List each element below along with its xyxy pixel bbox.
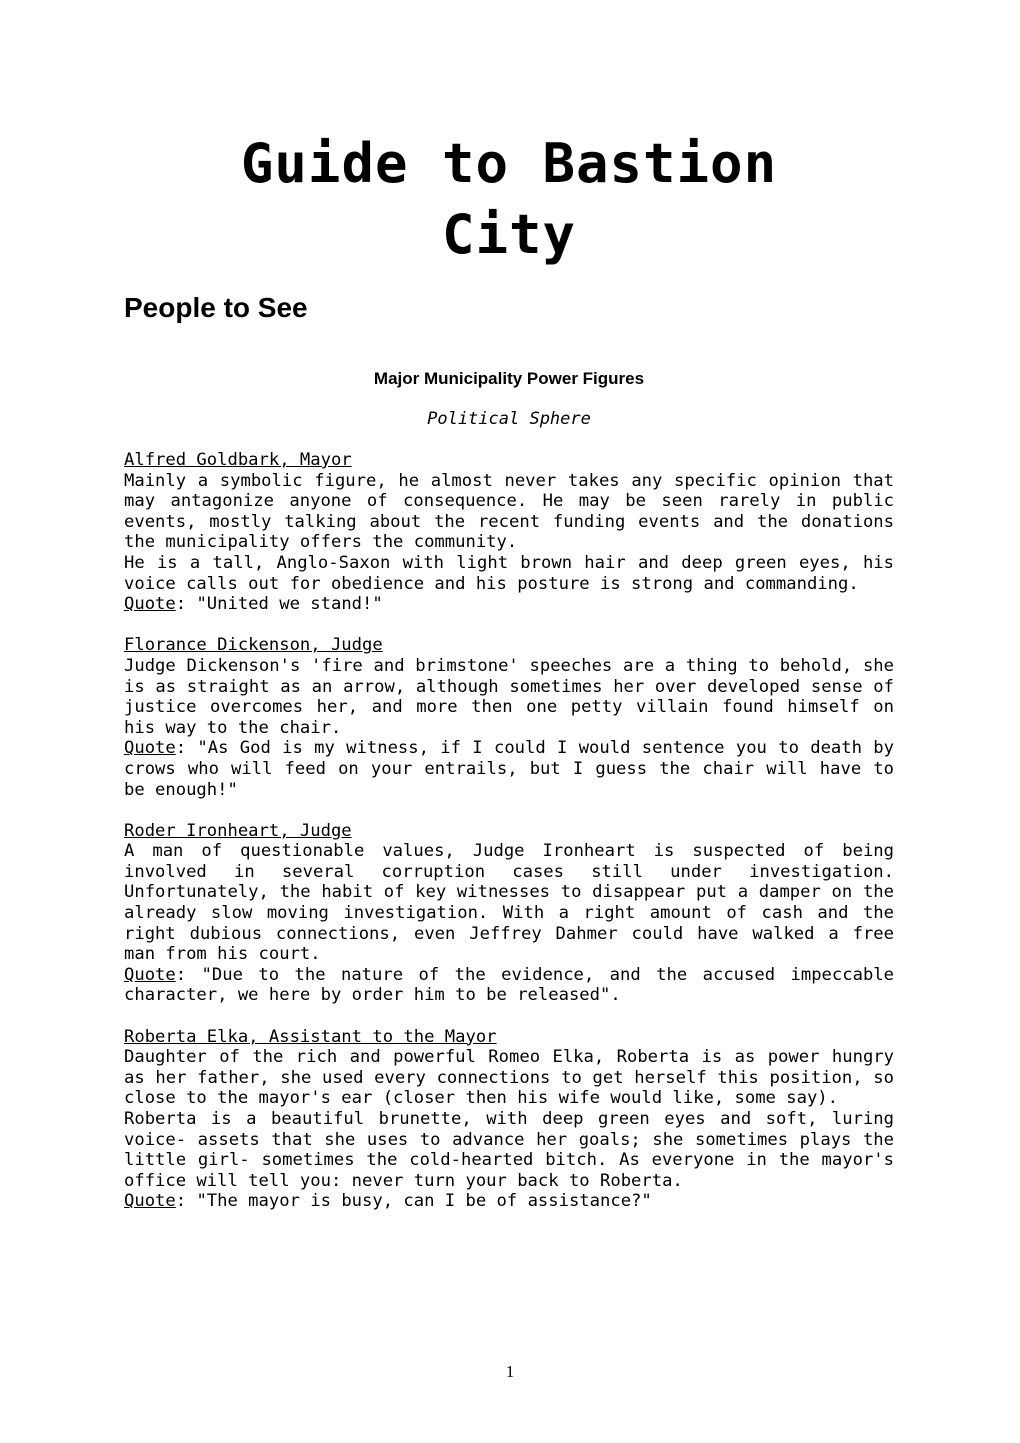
list-item: [124, 1027, 894, 1212]
entry-description: Mainly a symbolic figure, he almost never takes any specific opinion that may antagonize anyone of consequence. He may be seen rarely in public events, mostly talking about the recent funding events and the donations the municipality offers the community.: [124, 470, 894, 553]
quote-label: Quote: [124, 1191, 176, 1212]
entry-quote: [124, 738, 894, 800]
entry-quote: [124, 594, 894, 615]
quote-label: Quote: [124, 738, 176, 759]
entry-description: Judge Dickenson's 'fire and brimstone' speeches are a thing to behold, she is as straight as an arrow, although sometimes her over developed sense of justice overcomes her, and more then one petty villain found himself on his way to the chair.: [124, 655, 894, 738]
list-item: [124, 635, 894, 800]
entry-description: Roberta is a beautiful brunette, with deep green eyes and soft, luring voice- assets that she uses to advance her goals; she sometimes plays the little girl- sometimes the cold-hearted bitch. As everyone in the mayor's office will tell you: never turn your back to Roberta.: [124, 1109, 894, 1191]
quote-text: : "United we stand!": [175, 594, 383, 615]
section-heading: People to See: [124, 292, 308, 323]
entry-name: Alfred Goldbark, Mayor: [124, 450, 352, 470]
subheading: Major Municipality Power Figures: [373, 369, 645, 388]
entry-description: He is a tall, Anglo-Saxon with light brown hair and deep green eyes, his voice calls out for obedience and his posture is strong and commanding.: [124, 552, 894, 594]
entry-name: Roberta Elka, Assistant to the Mayor: [124, 1026, 497, 1047]
document-title: [124, 128, 894, 270]
quote-text: : "Due to the nature of the evidence, and the accused impeccable character, we here by order him to be released".: [124, 964, 894, 1006]
entry-name: Florance Dickenson, Judge: [124, 635, 383, 656]
quote-text: : "As God is my witness, if I could I would sentence you to death by crows who will feed on your entrails, but I guess the chair will have to be enough!": [124, 738, 894, 800]
title-line-2: City: [441, 203, 577, 266]
entry-name: Roder Ironheart, Judge: [124, 820, 352, 841]
quote-text: : "The mayor is busy, can I be of assistance?": [175, 1191, 652, 1212]
entry-quote: [124, 965, 894, 1006]
entry-description: Daughter of the rich and powerful Romeo Elka, Roberta is as power hungry as her father, she used every connections to get herself this position, so close to the mayor's ear (closer then his wife would like, some say).: [124, 1047, 894, 1109]
entry-quote: [124, 1191, 894, 1212]
quote-label: Quote: [124, 964, 176, 985]
sphere-label: Political Sphere: [427, 409, 591, 429]
list-item: [124, 821, 894, 1006]
entry-description: A man of questionable values, Judge Ironheart is suspected of being involved in several corruption cases still under investigation. Unfortunately, the habit of key witnesses to disappear put a damper on the already slow moving investigation. With a right amount of cash and the right dubious connections, even Jeffrey Dahmer could have walked a free man from his court.: [124, 841, 894, 965]
list-item: [124, 450, 894, 615]
page-number: 1: [505, 1362, 515, 1381]
entries-list: [124, 450, 894, 1233]
title-line-1: Guide to Bastion: [240, 132, 778, 195]
quote-label: Quote: [124, 594, 176, 615]
